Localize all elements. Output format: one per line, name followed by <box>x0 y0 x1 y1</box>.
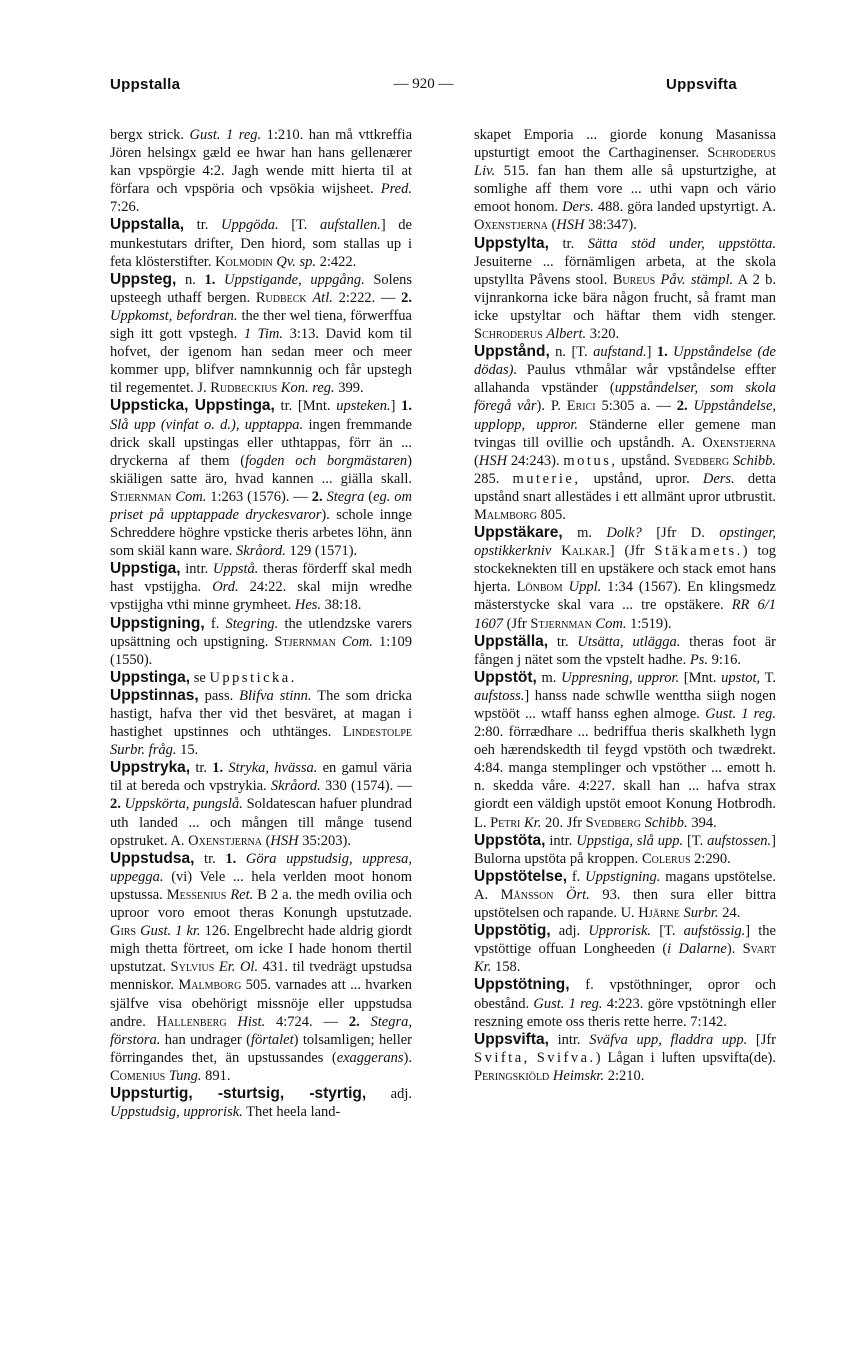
dictionary-entry <box>110 850 412 1085</box>
entry-text: 24. <box>718 905 741 922</box>
entry-text: adj. <box>550 923 589 940</box>
author-citation: Kolmodin <box>215 253 273 270</box>
header-first-headword: Uppstalla <box>110 76 181 93</box>
entry-text: [T. <box>683 832 708 849</box>
entry-text: Soldatescan hafuer plundrad uth landed ... och mången till månge tusend opstruket. A. <box>110 796 412 849</box>
spaced-text: Svifta, <box>474 1049 530 1066</box>
entry-text: ) Lågan i luften upsvifta(de). <box>595 1049 777 1066</box>
italic-text: Stegra <box>326 488 365 505</box>
author-citation: Lindestolpe <box>342 724 412 741</box>
entry-text: m. <box>536 669 562 686</box>
entry-text: ( <box>364 488 374 505</box>
entry-text: 330 (1574). — <box>320 778 412 795</box>
entry-text: m. <box>562 525 607 542</box>
headword: Uppstinnas, <box>110 686 199 704</box>
entry-text: ingen fremmande drick skall upstingas eller uthtappas, förr än ... dryckerna af them ( <box>110 416 412 469</box>
entry-text: the utlendzske varers upsättning och upstigning. <box>110 615 412 650</box>
italic-text: Hist. <box>237 1013 266 1030</box>
entry-text: 3:20. <box>586 326 620 343</box>
italic-text: Uppstå. <box>212 561 259 578</box>
sense-number: 2. <box>110 796 121 813</box>
italic-text: Albert. <box>546 326 587 343</box>
italic-text: Surbr. fråg. <box>110 742 177 759</box>
author-citation: Girs <box>110 923 137 940</box>
italic-text: upsteken. <box>336 398 391 415</box>
italic-text: Qv. sp. <box>276 253 317 270</box>
entry-text: [Jfr D. <box>641 525 720 542</box>
entry-text: tr. <box>190 760 213 777</box>
headword: Uppstalla, <box>110 216 185 234</box>
dictionary-entry <box>474 976 776 1030</box>
header-last-headword: Uppsvifta <box>665 76 737 93</box>
entry-text: 4:724. — <box>265 1013 349 1030</box>
headword: Uppstötelse, <box>474 867 568 885</box>
italic-text: Uppresning, uppror. <box>561 669 680 686</box>
entry-text: [Mnt. <box>679 669 722 686</box>
author-citation: Malmborg <box>178 977 242 994</box>
sense-number: 2. <box>348 1013 360 1030</box>
dictionary-entry <box>110 216 412 270</box>
author-citation: Månsson <box>500 886 554 903</box>
author-citation: Comenius <box>110 1067 166 1084</box>
headword: Uppstånd, <box>474 343 550 361</box>
italic-text: upstot, <box>721 669 761 686</box>
italic-text: Com. <box>341 633 373 650</box>
entry-text: upstånd. <box>617 452 674 469</box>
sense-number: 1. <box>212 760 224 777</box>
entry-text: ). <box>726 941 743 958</box>
italic-text: 1 Tim. <box>243 326 284 343</box>
sense-number: 1. <box>401 398 412 415</box>
author-citation: Stjernman <box>530 615 592 632</box>
entry-text: [T. <box>278 217 321 234</box>
entry-text: Thet heela land- <box>242 1104 341 1121</box>
italic-text: Göra uppstudsig, uppresa, uppegga. <box>110 850 413 885</box>
author-citation: Malmborg <box>474 506 537 523</box>
entry-text: 9:16. <box>707 651 741 668</box>
entry-text: tr. <box>548 633 578 650</box>
entry-text: ). P. <box>536 398 567 415</box>
italic-text: opstinger, opstikkerkniv <box>474 525 777 560</box>
entry-text: 126. Engelbrecht hade aldrig giordt migh thetta förtreet, om icke I hade honom thertil upstutzat. <box>110 923 412 976</box>
italic-text: Ört. <box>566 886 590 903</box>
headword: Uppstöt, <box>474 668 537 686</box>
entry-text: 2:290. <box>690 850 731 867</box>
dictionary-entry <box>110 1085 412 1121</box>
italic-text: aufstössig. <box>683 923 746 940</box>
italic-text: förtalet <box>250 1031 294 1048</box>
italic-text: uppståndelser, som skola föregå vår <box>474 380 776 415</box>
entry-text: ) skiäligen satte äro, hvad kannen ... giälla skall. <box>110 452 412 487</box>
italic-text: Gust. 1 reg. <box>189 127 262 143</box>
entry-text <box>554 887 567 903</box>
italic-text: Uppståndelse, upplopp, uppror. <box>474 398 776 433</box>
author-citation: Peringskiöld <box>474 1067 550 1084</box>
left-column <box>110 126 412 1121</box>
entry-text: (Jfr <box>503 615 531 632</box>
dictionary-entry <box>474 343 776 524</box>
entry-text: tr. [Mnt. <box>274 398 337 415</box>
entry-text: theras foot är fången j nätet som the vpstelt hadhe. <box>474 633 776 668</box>
dictionary-entry <box>474 868 776 922</box>
entry-text: 3:13. David kom til hofvet, der igenom han sedan meer och meer kommer upp, blifver namnkunnig och får upstegh til regementet. J. <box>110 326 412 397</box>
italic-text: Schibb. <box>732 452 777 469</box>
author-citation: Oxenstjerna <box>474 217 548 234</box>
italic-text: HSH <box>270 832 299 849</box>
spaced-text: motus, <box>563 452 618 469</box>
entry-text: 38:347). <box>584 217 637 234</box>
italic-text: Skråord. <box>236 543 286 560</box>
italic-text: Gust. 1 kr. <box>140 923 201 940</box>
entry-text: 394. <box>687 814 717 831</box>
entry-text: 129 (1571). <box>285 543 358 560</box>
entry-text: ] Bulorna upstöta på kroppen. <box>474 832 776 867</box>
entry-text: Ständerne eller gemene man tvingas till ovillie och upståndh. A. <box>474 416 776 451</box>
italic-text: aufstossen. <box>707 832 772 849</box>
entry-text: intr. <box>548 1031 590 1048</box>
italic-text: Schibb. <box>644 814 688 831</box>
dictionary-entry <box>474 633 776 669</box>
entry-text: The som dricka hastigt, hafva ther vid thet besväret, at magan i hastighet upstinnes och uthtänges. <box>110 687 412 741</box>
dictionary-entry <box>474 1031 776 1085</box>
italic-text: Kr. <box>524 814 542 831</box>
sense-number: 1. <box>656 344 668 361</box>
italic-text: Stryka, hvässa. <box>228 760 318 777</box>
entry-text: 35:203). <box>298 832 351 849</box>
entry-text: ). schole inngе Schreddere höghre vpsticke theris arbetes löhn, änn som skiäl kann ware. <box>110 506 412 560</box>
entry-text: [T. <box>651 923 684 940</box>
italic-text: Tung. <box>168 1067 202 1084</box>
sense-number: 2. <box>401 289 413 306</box>
entry-text: magans upstötelse. A. <box>474 868 776 903</box>
author-citation: Stjernman <box>274 633 336 650</box>
italic-text: Atl. <box>312 289 333 306</box>
entry-text: f. <box>204 615 226 632</box>
entry-text: ( <box>547 217 557 234</box>
entry-text: 15. <box>176 742 199 759</box>
entry-text: intr. <box>180 561 213 578</box>
author-citation: Lönbom <box>516 579 563 596</box>
dictionary-entry <box>474 832 776 868</box>
author-citation: Oxenstjerna <box>188 832 262 849</box>
page-number: — 920 — <box>393 76 454 92</box>
italic-text: Ord. <box>212 579 239 596</box>
entry-text: 38:18. <box>321 597 362 614</box>
entry-text <box>551 543 561 559</box>
entry-text <box>530 1050 537 1066</box>
dictionary-entry <box>474 922 776 976</box>
entry-text: pass. <box>198 687 240 704</box>
dictionary-entry <box>110 687 412 759</box>
entry-continuation <box>110 126 412 216</box>
author-citation: Sylvius <box>170 959 215 976</box>
entry-text: 20. Jfr <box>541 814 586 831</box>
author-citation: Bureus <box>612 271 656 288</box>
italic-text: Er. Ol. <box>218 959 259 976</box>
author-citation: Schroderus <box>474 326 543 343</box>
italic-text: Påv. stämpl. <box>660 271 734 288</box>
entry-text: (vi) Vele ... hela verlden moot honom upstussa. <box>110 868 412 903</box>
entry-text: A 2 b. vijnrankorna icke bära någon frucht, så framt man icke upstyltar och häftar them vidh stenger. <box>474 271 777 324</box>
italic-text: Gust. 1 reg. <box>533 995 603 1012</box>
italic-text: Dolk? <box>606 525 642 542</box>
entry-text: bergx strick. <box>110 127 190 143</box>
entry-text: 891. <box>201 1067 231 1084</box>
italic-text: Ders. <box>702 470 735 487</box>
entry-text: ( <box>261 832 271 849</box>
entry-text: theras förderff skal medh hast vpstijgha. <box>110 561 412 596</box>
entry-text: B 2 a. the medh ovilia och uproor voro emoot theras Konungh upstutzade. <box>110 886 412 922</box>
entry-text: f. vpstöthninger, opror och obestånd. <box>474 977 776 1012</box>
entry-text: 93. then sura eller bittra upstötelsen och rapande. U. <box>474 886 776 922</box>
entry-continuation <box>474 126 776 235</box>
italic-text: Surbr. <box>683 905 719 922</box>
italic-text: Uppl. <box>568 579 602 596</box>
entry-text: 515. fan han them alle så upsturtzighe, at somlighe aff them vore ... uthi vapn och värio emoot honom. <box>474 163 776 216</box>
entry-text: tr. <box>184 217 221 234</box>
entry-text: 4:223. göre vpstötningh eller reszning emote oss theris rette herre. 7:142. <box>474 995 777 1030</box>
sense-number: 2. <box>311 488 323 505</box>
headword: Uppställa, <box>474 632 549 650</box>
author-citation: Kalkar. <box>561 543 610 560</box>
entry-text <box>236 851 246 867</box>
italic-text: Sätta stöd under, uppstötta. <box>587 235 776 252</box>
entry-text: 7:26. <box>110 199 140 216</box>
spaced-text: Svifva. <box>536 1049 596 1066</box>
entry-text: ] <box>646 344 657 361</box>
entry-text: 2:422. <box>316 253 357 270</box>
entry-text: ] hanss nade schwlle wenttha siigh nogen wpstööt ... wtaff hanss eghen almoge. <box>474 687 776 722</box>
author-citation: Svedberg <box>585 814 641 831</box>
italic-text: eg. om priset på upptappade dryckesvaror <box>110 488 412 523</box>
entry-text: 285. <box>474 470 513 487</box>
headword: Uppstäkare, <box>474 524 563 542</box>
author-citation: Svedberg <box>673 452 730 469</box>
entry-text: ] (Jfr <box>609 543 655 560</box>
author-citation: Messenius <box>166 886 227 903</box>
italic-text: Uppstiga, slå upp. <box>576 832 684 849</box>
italic-text: Hes. <box>294 597 322 614</box>
entry-text: ] de munkestutars drifter, Den hiord, som stallas up i feta klösterstifter. <box>110 217 412 270</box>
entry-text: 488. göra landed upstyrtigt. A. <box>593 199 777 216</box>
headword: Uppstöta, <box>474 831 546 849</box>
entry-text: ] <box>390 398 402 415</box>
author-citation: Schroderus <box>707 145 776 162</box>
dictionary-entry <box>110 397 412 560</box>
italic-text: Blifva stinn. <box>239 687 312 704</box>
italic-text: Pred. <box>380 181 412 198</box>
italic-text: Com. <box>595 615 627 632</box>
headword: Uppstiga, <box>110 560 181 578</box>
author-citation: Colerus <box>641 850 691 867</box>
author-citation: Svart <box>742 941 776 958</box>
sense-number: 2. <box>676 398 688 415</box>
entry-text: Solens upsteegh uthaff bergen. <box>110 271 413 306</box>
author-citation: Stjernman <box>110 488 172 505</box>
entry-text: ] the vpstöttige offuan Longheeden ( <box>474 923 776 958</box>
entry-text: 158. <box>491 959 521 976</box>
headword: Uppstötig, <box>474 922 551 940</box>
italic-text: RR <box>731 597 750 614</box>
entry-text: ) tolsamligen; heller förringandes thet, än upstussandes ( <box>110 1031 412 1066</box>
italic-text: aufstoss. <box>474 687 525 704</box>
italic-text: Slå upp (vinfat o. d.), upptappa. <box>110 416 304 433</box>
headword: Uppstudsa, <box>110 849 195 867</box>
headword: Uppsvifta, <box>474 1030 549 1048</box>
italic-text: Uppkomst, befordran. <box>110 307 238 324</box>
entry-text: 1:109 (1550). <box>110 633 412 668</box>
italic-text: Kr. <box>474 959 492 976</box>
italic-text: aufstallen. <box>320 217 381 234</box>
headword: Uppsteg, <box>110 270 177 288</box>
italic-text: Gust. 1 reg. <box>705 706 777 722</box>
entry-text: upstånd, upror. <box>580 470 703 487</box>
entry-text: 2:80. förrædhare ... bedriffua theris skalkheth lygn oeh hærendskedth til feygd vpstöth och twædrekt. 4:84. manga stemplinger och vpstöther ... emott h. n. skedda våre. 4:227. skall han ... hafva strax giordt een väldigh upstöt emoot Konung Hotbrodh. L. <box>474 724 776 831</box>
headword: Uppstylta, <box>474 234 549 252</box>
entry-text: 399. <box>334 380 364 397</box>
entry-text: 2:222. — <box>332 289 402 306</box>
dictionary-entry <box>110 759 412 849</box>
entry-text: tr. <box>548 235 588 252</box>
italic-text: aufstand. <box>593 344 647 361</box>
italic-text: fogden och borgmästaren <box>245 452 408 469</box>
author-citation: Rudbeckius <box>210 380 278 397</box>
author-citation: Erici <box>566 398 596 415</box>
entry-text: ). <box>403 1049 412 1066</box>
entry-text: intr. <box>545 832 577 849</box>
sense-number: 1. <box>225 850 237 867</box>
entry-text: the ther wel tiena, förwerffua sigh itt gott vpstegh. <box>110 307 412 343</box>
author-citation: Hjärne <box>638 905 680 922</box>
entry-text: T. <box>760 669 777 686</box>
entry-text: 431. til tvedrägt upstudsa menniskor. <box>110 959 412 994</box>
entry-text: se <box>190 669 210 686</box>
entry-text: 1:34 (1567). En klingsmedz mästerstycke skal vara ... tre opstäkere. <box>474 579 776 614</box>
italic-text: Kon. reg. <box>280 380 335 397</box>
entry-text: f. <box>567 868 586 885</box>
spaced-text: muterie, <box>512 470 581 487</box>
entry-text: Paulus vthmålar wår vpståndelse effter allahanda vpständer ( <box>474 362 776 397</box>
entry-text: 5:305 a. — <box>595 398 677 415</box>
headword: Uppstigning, <box>110 614 205 632</box>
headword: Uppstryka, <box>110 759 191 777</box>
entry-text: 1:210. han må vttkreffia Jören helsingx gæld ee hwar han hans gellenærer kan vpspörgie 4:2. Jagh wende mitt hierta til at förfara och vpspöria och vpsökia wijsheet. <box>110 127 413 198</box>
italic-text: HSH <box>478 452 508 469</box>
author-citation: Hallenberg <box>156 1013 227 1030</box>
italic-text: Upprorisk. <box>588 923 652 940</box>
headword: Uppsturtig, -sturtsig, -styrtig, <box>110 1084 367 1102</box>
headword: Uppstinga, <box>110 668 191 686</box>
dictionary-entry <box>110 271 412 398</box>
right-column <box>474 126 776 1085</box>
entry-text: en gamul väria til at bereda och vpstrykia. <box>110 760 412 795</box>
italic-text: Uppstigning. <box>585 868 661 885</box>
italic-text: Com. <box>175 488 207 505</box>
headword: Uppsticka, Uppstinga, <box>110 397 275 415</box>
entry-text: 1:519). <box>626 615 672 632</box>
dictionary-entry <box>110 615 412 669</box>
italic-text: Ret. <box>230 886 254 903</box>
italic-text: Heimskr. <box>552 1067 605 1084</box>
entry-text: n. <box>176 271 205 288</box>
spaced-text: Uppsticka. <box>209 669 297 686</box>
entry-text: ( <box>474 452 479 469</box>
entry-text: skapet Emporia ... giorde konung Masanissa upsturtigt emoot the Carthaginenser. <box>474 127 776 162</box>
dictionary-entry <box>110 669 412 687</box>
italic-text: i Dalarne <box>667 941 727 958</box>
author-citation: Petri <box>490 814 521 831</box>
entry-text: 24:22. skal mijn wredhe vpstijgha vthi minne grymheet. <box>110 579 412 614</box>
entry-text: n. [T. <box>549 344 594 361</box>
headword: Uppstötning, <box>474 976 570 994</box>
author-citation: Rudbeck <box>255 289 307 306</box>
entry-text: 505. varnades att ... hvarken själfve visa obehörigt missnöje eller uppstudsa andre. <box>110 977 412 1030</box>
italic-text: Stegring. <box>225 615 279 632</box>
italic-text: Utsätta, utlägga. <box>577 633 681 650</box>
entry-text: 1:263 (1576). — <box>206 488 312 505</box>
italic-text: exaggerans <box>336 1049 404 1066</box>
dictionary-entry <box>110 560 412 614</box>
dictionary-entry <box>474 669 776 832</box>
entry-text: Jesuiterne ... förnämligen arbeta, at the skola upstyllta Påvens stool. <box>474 253 776 288</box>
italic-text: 6/1 1607 <box>474 597 776 632</box>
italic-text: Ders. <box>562 199 594 216</box>
entry-text: [Jfr <box>747 1031 776 1048</box>
entry-text: adj. <box>366 1085 412 1102</box>
spaced-text: Stäkamets. <box>654 543 743 560</box>
dictionary-entry <box>474 524 776 633</box>
entry-text <box>215 272 224 288</box>
entry-text: 2:210. <box>604 1067 645 1084</box>
entry-text: tr. <box>194 850 226 867</box>
entry-text <box>227 1014 238 1030</box>
italic-text: Sväfva upp, fladdra upp. <box>589 1031 748 1048</box>
entry-text <box>360 1014 371 1030</box>
italic-text: HSH <box>556 217 585 234</box>
entry-text: 805. <box>536 506 566 523</box>
italic-text: Ps. <box>689 651 708 668</box>
italic-text: Skråord. <box>270 778 321 795</box>
italic-text: Uppskörta, pungslå. <box>124 796 243 813</box>
running-header <box>110 76 737 98</box>
dictionary-entry <box>474 235 776 344</box>
italic-text: Stegra, förstora. <box>110 1013 413 1048</box>
author-citation: Oxenstjerna <box>702 434 776 451</box>
entry-text: han undrager ( <box>160 1031 251 1048</box>
italic-text: Uppståndelse (de dödas). <box>474 344 776 379</box>
entry-text: ) tog stockeknekten till en upstäkere och stack emot hans hjerta. <box>474 543 777 596</box>
italic-text: Uppgöda. <box>220 217 279 234</box>
entry-text: 24:243). <box>507 452 564 469</box>
italic-text: Uppstudsig, upprorisk. <box>110 1104 243 1121</box>
italic-text: Uppstigande, uppgång. <box>223 271 365 288</box>
italic-text: Liv. <box>474 163 496 180</box>
sense-number: 1. <box>204 271 216 288</box>
entry-text: detta upstånd snart allestädes i ett allmänt upror utbrustit. <box>474 470 777 505</box>
